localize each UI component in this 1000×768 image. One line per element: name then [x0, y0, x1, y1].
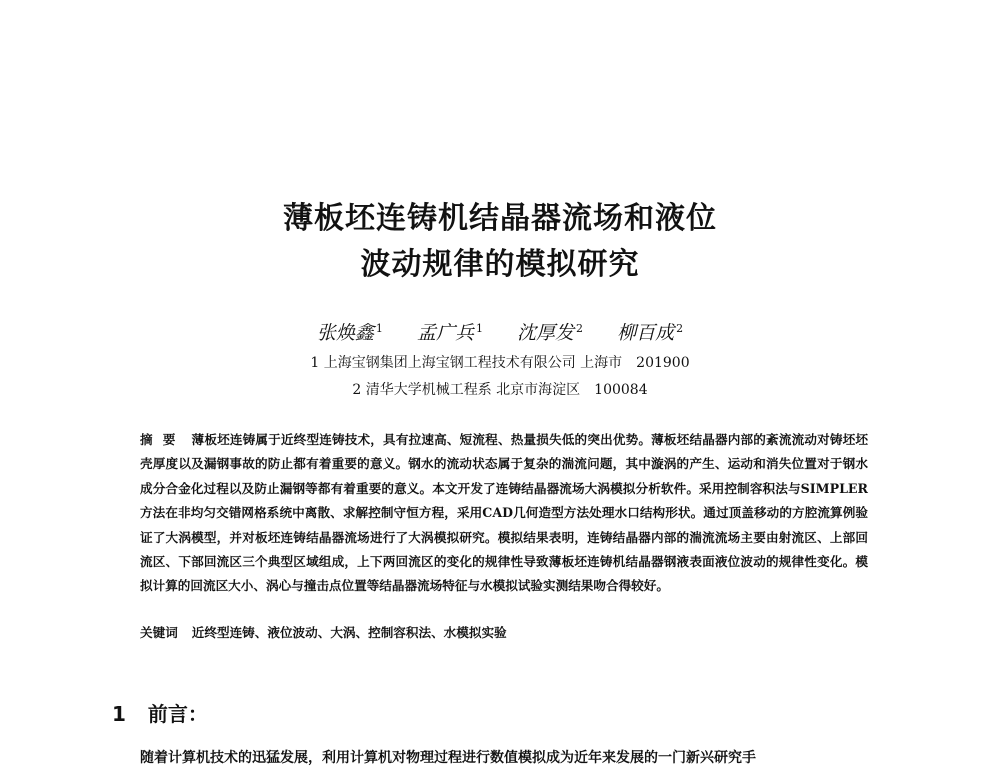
author-3	[517, 318, 583, 345]
title-line-1: 薄板坯连铸机结晶器流场和液位	[283, 201, 717, 236]
abstract-text: 薄板坯连铸属于近终型连铸技术，具有拉速高、短流程、热量损失低的突出优势。薄板坯结晶器内部的紊流流动对铸坯坯壳厚度以及漏钢事故的防止都有着重要的意义。钢水的流动状态属于复杂的湍流问题，其中漩涡的产生、运动和消失位置对于钢水成分合金化过程以及防止漏钢等都有着重要的意义。本文开发了连铸结晶器流场大涡模拟分析软件。采用控制容积法与SIMPLER方法在非均匀交错网格系统中离散、求解控制守恒方程，采用CAD几何造型方法处理水口结构形状。通过顶盖移动的方腔流算例验证了大涡模型，并对板坯连铸结晶器流场进行了大涡模拟研究。模拟结果表明，连铸结晶器内部的湍流流场主要由射流区、上部回流区、下部回流区三个典型区域组成，上下两回流区的变化的规律性导致薄板坯连铸机结晶器钢液表面液位波动的规律性变化。模拟计算的回流区大小、涡心与撞击点位置等结晶器流场特征与水模拟试验实测结果吻合得较好。	[140, 432, 869, 594]
section-number: 1	[112, 702, 126, 726]
author-1	[317, 318, 383, 345]
author-list	[0, 318, 1000, 345]
keywords	[140, 622, 868, 641]
keywords-text: 近终型连铸、液位波动、大涡、控制容积法、水模拟实验	[191, 625, 507, 640]
author-affiliation-mark: 2	[676, 321, 684, 335]
author-name: 张焕鑫	[316, 322, 374, 344]
section-title: 前言：	[147, 702, 208, 726]
author-name: 孟广兵	[416, 322, 474, 344]
abstract-label: 摘要	[140, 432, 186, 447]
author-name: 柳百成	[617, 322, 675, 344]
affiliation-2: 2 清华大学机械工程系 北京市海淀区 100084	[352, 382, 648, 398]
author-name: 沈厚发	[517, 322, 575, 344]
author-4	[617, 318, 683, 345]
author-affiliation-mark: 1	[375, 321, 383, 335]
body-text-cut: 随着计算机技术的迅猛发展，利用计算机对物理过程进行数值模拟成为近年来发展的一门新兴研究手	[140, 750, 756, 766]
title-line-2: 波动规律的模拟研究	[360, 247, 640, 282]
keywords-label: 关键词	[140, 625, 178, 640]
author-2	[417, 318, 483, 345]
paper-title	[0, 196, 1000, 288]
affiliation-1: 1 上海宝钢集团上海宝钢工程技术有限公司 上海市 201900	[310, 355, 690, 371]
author-affiliation-mark: 2	[576, 321, 584, 335]
author-affiliation-mark: 1	[475, 321, 483, 335]
abstract	[140, 428, 868, 599]
section-heading	[112, 698, 208, 727]
